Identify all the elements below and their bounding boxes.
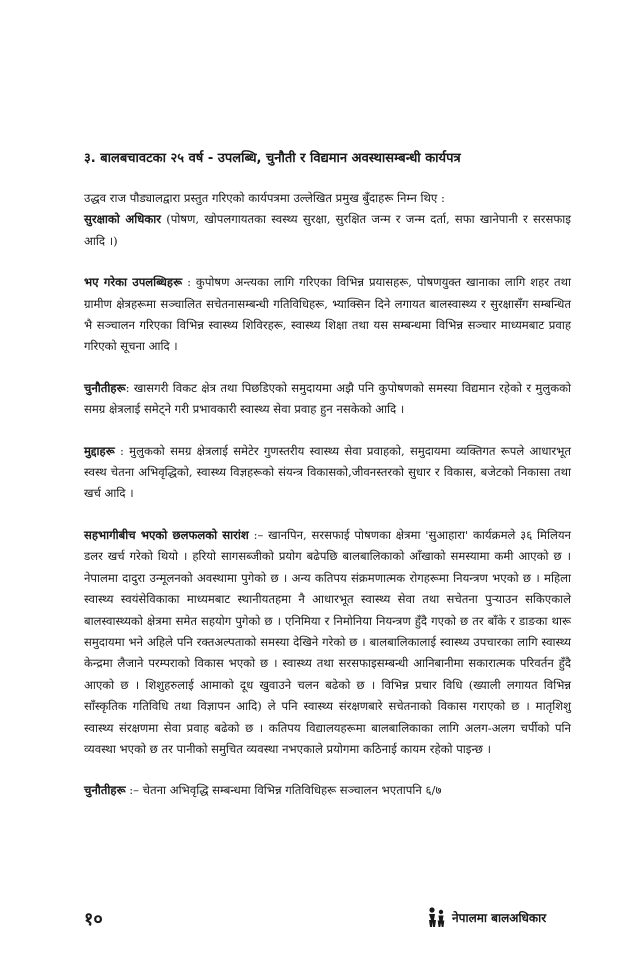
logo-text: नेपालमा बालअधिकार (452, 910, 547, 925)
section-heading: ३. बालबचावटका २५ वर्ष - उपलब्धि, चुनौती र विद्यमान अवस्थासम्बन्धी कार्यपत्र (84, 151, 461, 166)
issues-paragraph (84, 441, 571, 505)
challenges2-text: :– चेतना अभिवृद्धि सम्बन्धमा विभिन्न गतिविधिहरू सञ्चालन भएतापनि ६/७ (125, 783, 442, 798)
surakshya-label: सुरक्षाको अधिकार (84, 212, 162, 227)
issues-text: : मुलुकको समग्र क्षेत्रलाई समेटेर गुणस्तरीय स्वास्थ्य सेवा प्रवाहको, समुदायमा व्यक्तिगत रूपले आधारभूत स्वस्थ चेतना अभिवृद्धिको, स्वास्थ्य विज्ञहरूको संयन्त्र विकासको,जीवनस्तरको सुधार र विकास, बजेटको निकासा तथा खर्च आदि । (84, 443, 571, 501)
page-number: १० (84, 909, 103, 930)
children-figures-icon (426, 906, 448, 928)
achievements-label: भए गरेका उपलब्धिहरू (84, 275, 183, 290)
challenges-text: : खासगरी विकट क्षेत्र तथा पिछडिएको समुदायमा अझै पनि कुपोषणको समस्या विद्यमान रहेको र मुलुकको समग्र क्षेत्रलाई समेट्ने गरी प्रभावकारी स्वास्थ्य सेवा प्रवाह हुन नसकेको आदि । (84, 380, 571, 417)
intro-paragraph (84, 188, 571, 252)
challenges-label: चुनौतीहरू (84, 380, 126, 395)
publication-logo (426, 906, 546, 928)
summary-text: :– खानपिन, सरसफाई पोषणका क्षेत्रमा 'सुआहारा' कार्यक्रमले ३६ मिलियन डलर खर्च गरेको थियो । हरियो सागसब्जीको प्रयोग बढेपछि बालबालिकाको आँखाको समस्यामा कमी आएको छ । नेपालमा दादुरा उन्मूलनको अवस्थामा पुगेको छ । अन्य कतिपय संक्रमणात्मक रोगहरूमा नियन्त्रण भएको छ । महिला स्वास्थ्य स्वयंसेविकाका माध्यमबाट स्थानीयतहमा नै आधारभूत स्वास्थ्य सेवा तथा सचेतना पुऱ्याउन सकिएकाले बालस्वास्थ्यको क्षेत्रमा समेत सहयोग पुगेको छ । एनिमिया र निमोनिया नियन्त्रण हुँदै गएको छ तर बाँके र डाङका थारू समुदायमा भने अहिले पनि रक्तअल्पताको समस्या देखिने गरेको छ । बालबालिकालाई स्वास्थ्य उपचारका लागि स्वास्थ्य केन्द्रमा लैजाने परम्पराको विकास भएको छ । स्वास्थ्य तथा सरसफाइसम्बन्धी आनिबानीमा सकारात्मक परिवर्तन हुँदै आएको छ । शिशुहरुलाई आमाको दूध खुवाउने चलन बढेको छ । विभिन्न प्रचार विधि (ख्याली लगायत विभिन्न साँस्कृतिक गतिविधि तथा विज्ञापन आदि) ले पनि स्वास्थ्य संरक्षणबारे सचेतनाको विकास गराएको छ । मातृशिशु स्वास्थ्य संरक्षणमा सेवा प्रवाह बढेको छ । कतिपय विद्यालयहरूमा बालबालिकाका लागि अलग-अलग चर्पीको पनि व्यवस्था भएको छ तर पानीको समुचित व्यवस्था नभएकाले प्रयोगमा कठिनाई कायम रहेको पाइन्छ । (84, 527, 571, 756)
summary-label: सहभागीबीच भएको छलफलको सारांश (84, 527, 249, 542)
surakshya-text: (पोषण, खोपलगायतका स्वस्थ्य सुरक्षा, सुरक्षित जन्म र जन्म दर्ता, सफा खानेपानी र सरसफाइ आदि ।) (84, 212, 572, 248)
achievements-text: : कुपोषण अन्त्यका लागि गरिएका विभिन्न प्रयासहरू, पोषणयुक्त खानाका लागि शहर तथा ग्रामीण क्षेत्रहरूमा सञ्चालित सचेतनासम्बन्धी गतिविधिहरू, भ्याक्सिन दिने लगायत बालस्वास्थ्य र सुरक्षासँग सम्बन्धित भै सञ्चालन गरिएका विभिन्न स्वास्थ्य शिविरहरू, स्वास्थ्य शिक्षा तथा यस सम्बन्धमा विभिन्न सञ्चार माध्यमबाट प्रवाह गरिएको सूचना आदि । (84, 275, 571, 354)
summary-paragraph (84, 525, 571, 760)
challenges2-label: चुनौतीहरू (84, 783, 126, 798)
challenges2-paragraph (84, 780, 571, 801)
issues-label: मुद्दाहरू (84, 443, 115, 458)
challenges-paragraph (84, 378, 571, 421)
achievements-paragraph (84, 272, 571, 358)
page-content (84, 150, 571, 822)
intro-text: उद्धव राज पौड्यालद्वारा प्रस्तुत गरिएको कार्यपत्रमा उल्लेखित प्रमुख बुँदाहरू निम्न थिए : (84, 191, 445, 205)
